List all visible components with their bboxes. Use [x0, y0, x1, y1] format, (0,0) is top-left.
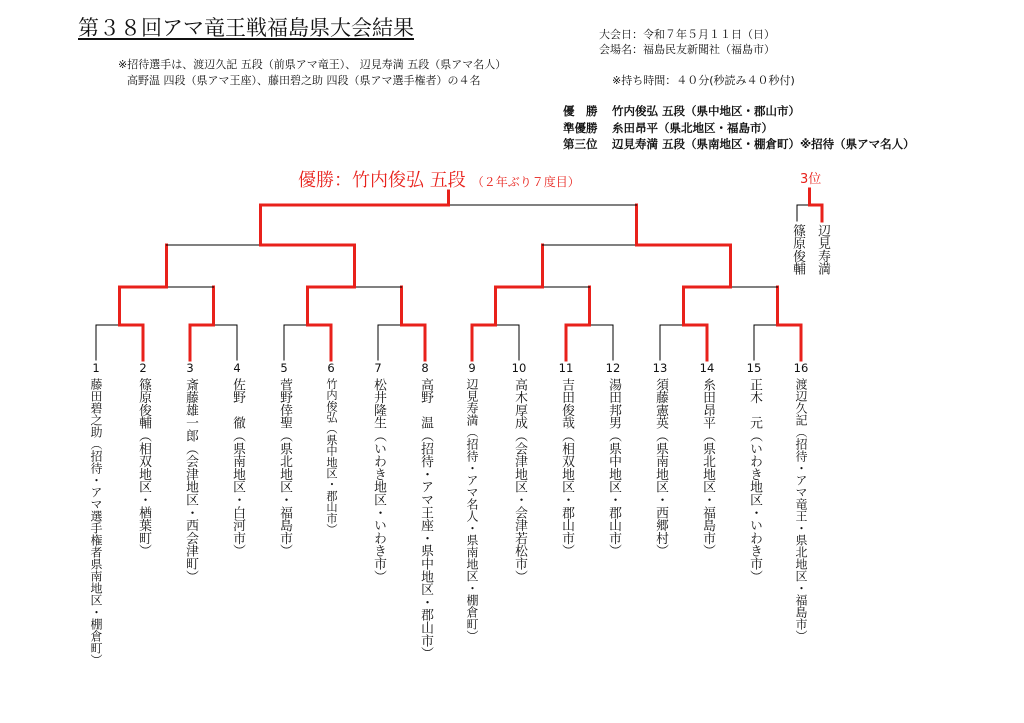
player-name-affiliation: 菅野倖聖（県北地区・福島市） — [277, 378, 292, 558]
player-name-affiliation: 渡辺久記（招待・アマ竜王・県北地区・福島市） — [794, 378, 808, 642]
player-seed-number: 5 — [280, 361, 288, 375]
champion-banner-main: 優勝：竹内俊弘 五段 — [298, 170, 466, 191]
third-place-player-right: 辺見寿満 — [815, 224, 830, 276]
player-name-affiliation: 佐野 徹（県南地区・白河市） — [230, 378, 245, 558]
player-seed-number: 3 — [186, 361, 194, 375]
player-seed-number: 16 — [793, 361, 809, 375]
player-name-affiliation: 正木 元（いわき地区・いわき市） — [747, 378, 762, 583]
invited-note-line-2: 高野温 四段（県アマ王座）、藤田碧之助 四段（県アマ選手権者）の４名 — [127, 74, 481, 87]
player-name-affiliation: 竹内俊弘（県中地区・郡山市） — [325, 378, 338, 535]
player-name-affiliation: 高木厚成（会津地区・会津若松市） — [512, 378, 527, 583]
result-row-third-place — [563, 136, 915, 153]
player-entry — [695, 362, 719, 557]
player-name-affiliation: 糸田昂平（県北地区・福島市） — [700, 378, 715, 558]
result-text: 辺見寿満 五段（県南地区・棚倉町）※招待（県アマ名人） — [612, 137, 915, 151]
player-entry — [789, 362, 813, 642]
player-entry — [507, 362, 531, 583]
player-seed-number: 13 — [652, 361, 668, 375]
player-name-affiliation: 辺見寿満（招待・アマ名人・県南地区・棚倉町） — [465, 378, 479, 642]
event-date: 大会日：令和７年５月１１日（日） — [599, 28, 775, 41]
player-entry — [84, 362, 108, 666]
player-name-affiliation: 高野 温（招待・アマ王座・県中地区・郡山市） — [418, 378, 433, 660]
player-entry — [272, 362, 296, 557]
player-seed-number: 6 — [327, 361, 335, 375]
champion-banner — [298, 170, 580, 193]
player-seed-number: 7 — [374, 361, 382, 375]
result-text: 竹内俊弘 五段（県中地区・郡山市） — [612, 104, 801, 118]
player-name-affiliation: 松井隆生（いわき地区・いわき市） — [371, 378, 386, 583]
player-seed-number: 9 — [468, 361, 476, 375]
player-entry — [648, 362, 672, 557]
player-seed-number: 1 — [92, 361, 100, 375]
result-row-runner-up — [563, 120, 915, 137]
result-label: 優 勝 — [563, 104, 598, 118]
result-label: 第三位 — [563, 137, 598, 151]
player-name-affiliation: 篠原俊輔（相双地区・楢葉町） — [136, 378, 151, 558]
player-seed-number: 4 — [233, 361, 241, 375]
player-entry — [178, 362, 202, 583]
player-seed-number: 14 — [699, 361, 715, 375]
player-name-affiliation: 須藤憲英（県南地区・西郷村） — [653, 378, 668, 558]
player-entry — [460, 362, 484, 642]
player-name-affiliation: 吉田俊哉（相双地区・郡山市） — [559, 378, 574, 558]
player-entry — [601, 362, 625, 557]
player-name-affiliation: 斎藤雄一郎（会津地区・西会津町） — [183, 378, 198, 583]
results-summary — [563, 103, 915, 153]
event-venue: 会場名：福島民友新聞社（福島市） — [599, 43, 775, 56]
player-seed-number: 8 — [421, 361, 429, 375]
player-seed-number: 11 — [558, 361, 574, 375]
result-row-champion — [563, 103, 915, 120]
player-entry — [131, 362, 155, 557]
invited-note-line-1: ※招待選手は、渡辺久記 五段（前県アマ竜王）、 辺見寿満 五段（県アマ名人） — [118, 58, 507, 71]
player-name-affiliation: 湯田邦男（県中地区・郡山市） — [606, 378, 621, 558]
champion-banner-sub: （２年ぶり７度目） — [471, 175, 580, 189]
player-name-affiliation: 藤田碧之助（招待・アマ選手権者県南地区・棚倉町） — [89, 378, 103, 666]
player-seed-number: 15 — [746, 361, 762, 375]
player-seed-number: 2 — [139, 361, 147, 375]
third-place-label: 3位 — [800, 172, 822, 187]
player-entry — [225, 362, 249, 557]
player-seed-number: 10 — [511, 361, 527, 375]
player-entry — [742, 362, 766, 583]
player-seed-number: 12 — [605, 361, 621, 375]
player-entry — [554, 362, 578, 557]
time-control: ※持ち時間：４０分(秒読み４０秒付) — [612, 74, 795, 87]
result-label: 準優勝 — [563, 120, 598, 135]
page-title: 第３８回アマ竜王戦福島県大会結果 — [78, 16, 414, 40]
player-entry — [413, 362, 437, 660]
player-entry — [319, 362, 343, 535]
result-text: 糸田昂平（県北地区・福島市） — [612, 120, 773, 135]
player-entry — [366, 362, 390, 583]
third-place-player-left: 篠原俊輔 — [790, 224, 805, 276]
